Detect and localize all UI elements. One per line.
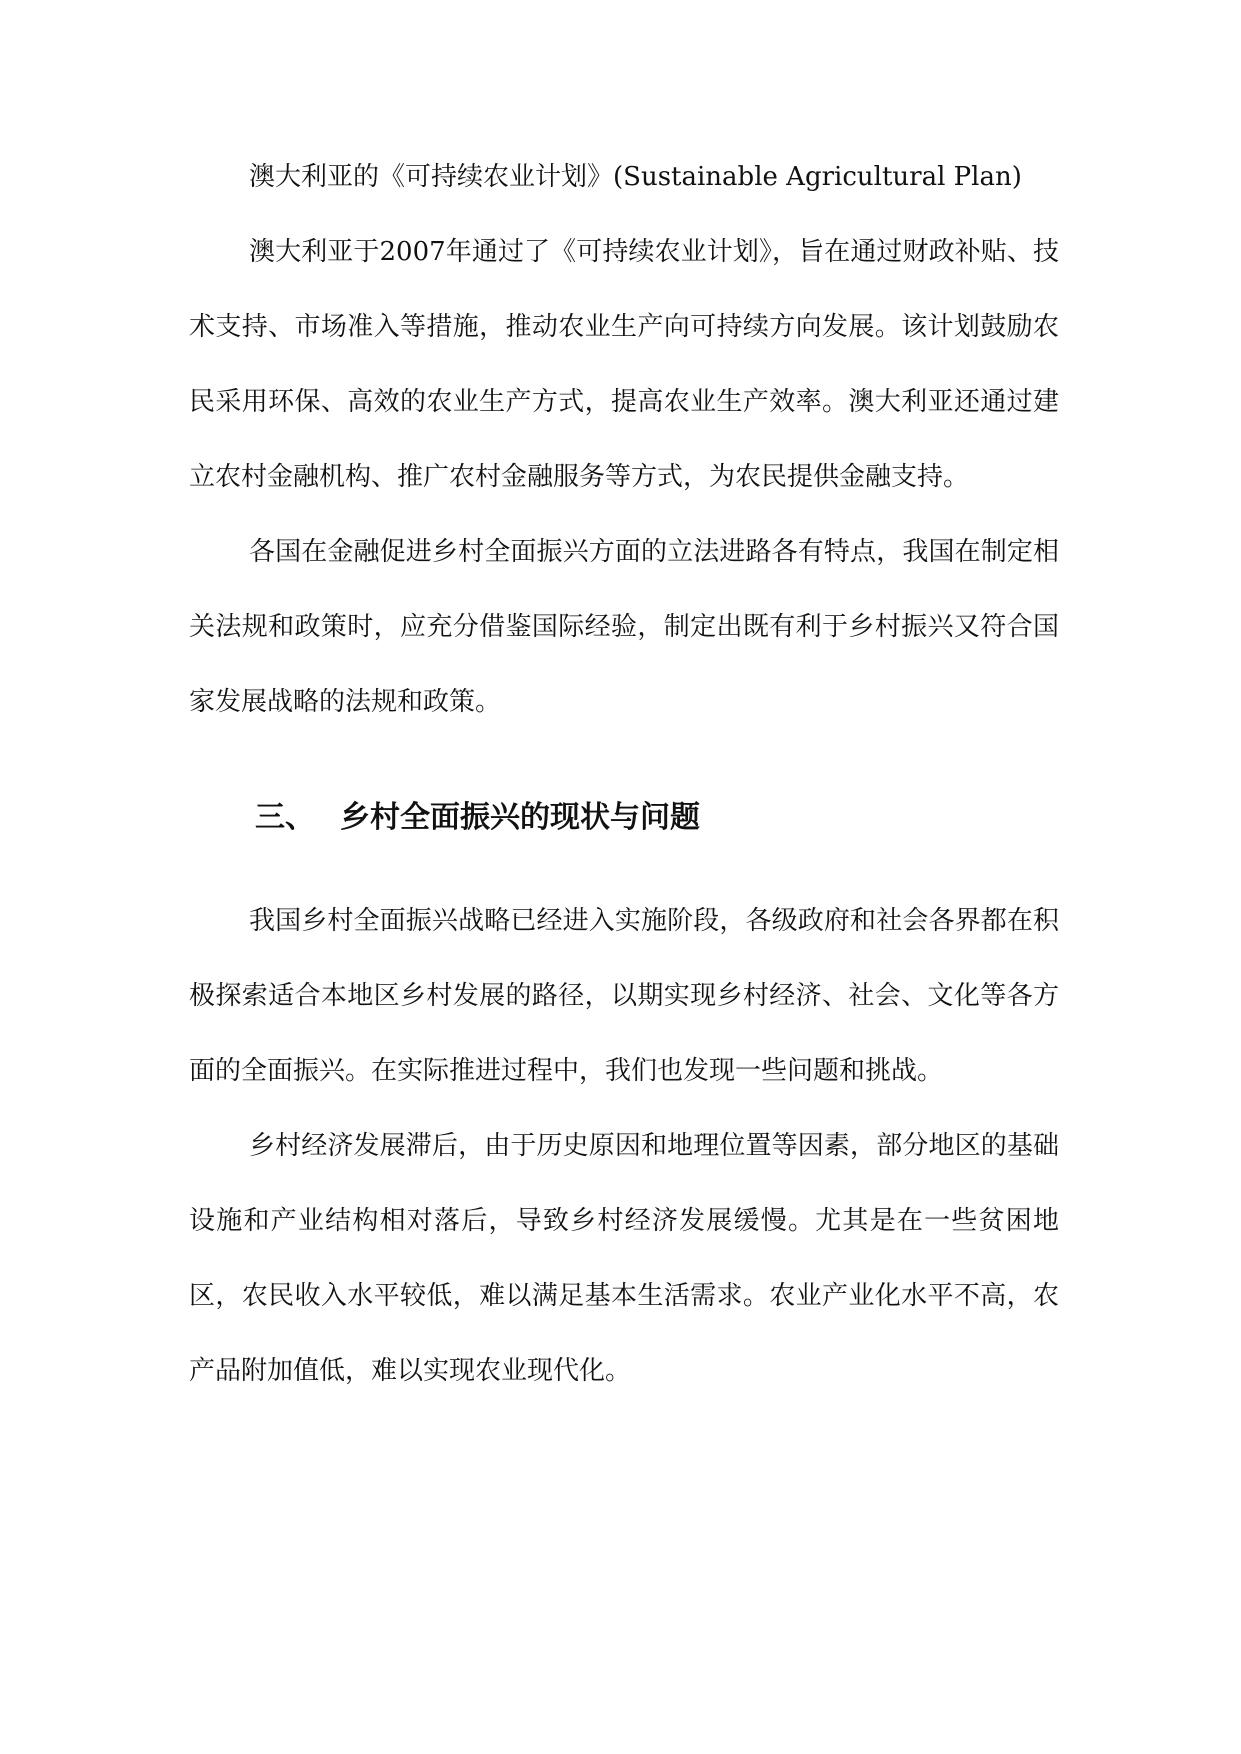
paragraph-plan-title: 澳大利亚的《可持续农业计划》(Sustainable Agricultural Plan) — [249, 162, 1022, 192]
paragraph-international-experience: 各国在金融促进乡村全面振兴方面的立法进路各有特点，我国在制定相关法规和政策时，应充分借鉴国际经验，制定出既有利于乡村振兴又符合国家发展战略的法规和政策。 — [189, 537, 1059, 717]
paragraph-australia-plan: 澳大利亚于2007年通过了《可持续农业计划》，旨在通过财政补贴、技术支持、市场准入等措施，推动农业生产向可持续方向发展。该计划鼓励农民采用环保、高效的农业生产方式，提高农业生产效率。澳大利亚还通过建立农村金融机构、推广农村金融服务等方式，为农民提供金融支持。 — [189, 237, 1059, 492]
paragraph-current-status: 我国乡村全面振兴战略已经进入实施阶段，各级政府和社会各界都在积极探索适合本地区乡村发展的路径，以期实现乡村经济、社会、文化等各方面的全面振兴。在实际推进过程中，我们也发现一些问题和挑战。 — [189, 906, 1059, 1086]
paragraph-economic-lag: 乡村经济发展滞后，由于历史原因和地理位置等因素，部分地区的基础设施和产业结构相对落后，导致乡村经济发展缓慢。尤其是在一些贫困地区，农民收入水平较低，难以满足基本生活需求。农业产业化水平不高，农产品附加值低，难以实现农业现代化。 — [189, 1131, 1059, 1386]
document-body — [189, 140, 1059, 1409]
section-number: 三、 — [255, 800, 315, 835]
section-heading — [255, 788, 1059, 848]
section-title: 乡村全面振兴的现状与问题 — [340, 800, 700, 835]
